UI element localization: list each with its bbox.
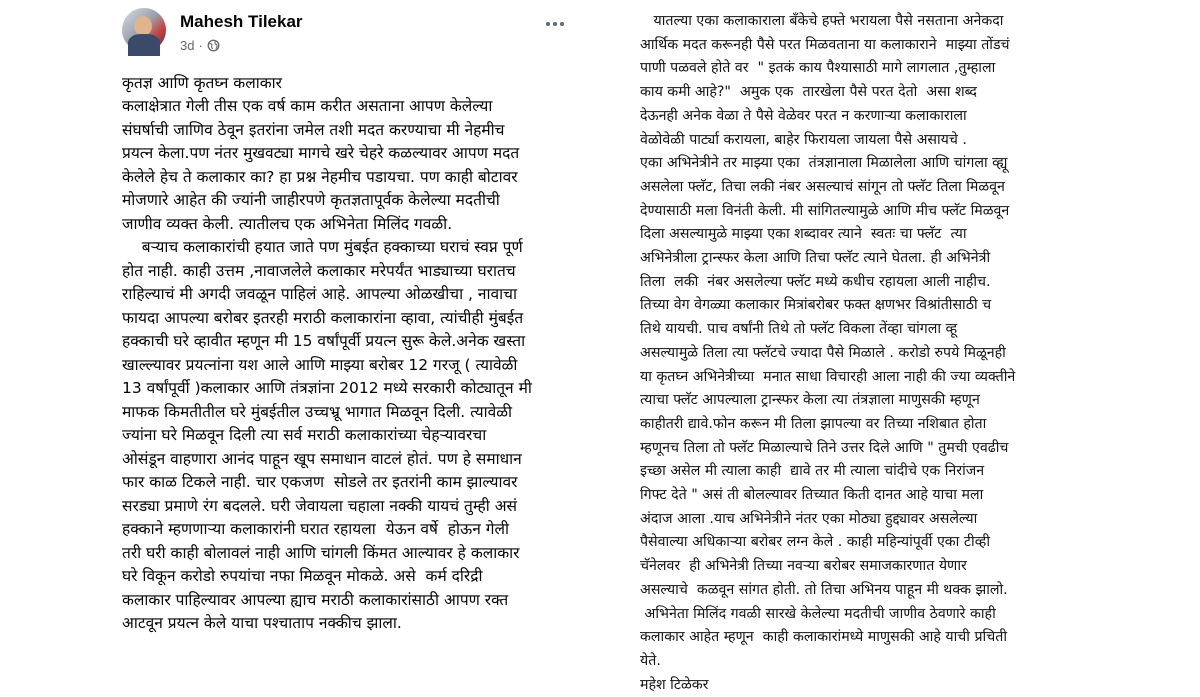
post-header bbox=[122, 6, 577, 58]
avatar-face bbox=[134, 16, 152, 36]
post-paragraph-2: बऱ्याच कलाकारांची हयात जाते पण मुंबईत हक्काच्या घराचं स्वप्न पूर्ण होत नाही. काही उत्तम ,नावाजलेले कलाकार मरेपर्यंत भाड्याच्या घरातच राहिल्याचं मी अगदी जवळून पाहिलं आहे. आपल्या ओळखीचा , नावाचा फायदा आपल्या बरोबर इतरही मराठी कलाकारांना व्हावा, त्यांचीही मुंबईत हक्काची घरे व्हावीत म्हणून मी 15 वर्षांपूर्वी प्रयत्न सुरू केले.अनेक खस्ता खाल्ल्यावर प्रयत्नांना यश आले आणि माझ्या बरोबर 12 गरजू ( त्यावेळी 13 वर्षांपूर्वी )कलाकार आणि तंत्रज्ञांना 2012 मध्ये सरकारी कोट्यातून मी माफक किमतीतील घरे मुंबईतील उच्चभ्रू भागात मिळवून दिली. त्यावेळी ज्यांना घरे मिळवून दिली त्या सर्व मराठी कलाकारांच्या चेहऱ्यावरचा ओसंडून वाहणारा आनंद पाहून खूप समाधान वाटलं होतं. पण हे समाधान फार काळ टिकले नाही. चार एकजण सोडले तर इतरांनी काम झाल्यावर सरड्या प्रमाणे रंग बदलले. घरी जेवायला चहाला नक्की यायचं तुम्ही असं हक्काने म्हणणाऱ्या कलाकारांनी घरात रहायला येऊन वर्षे होऊन गेली तरी घरी काही बोलावलं नाही आणि चांगली किंमत आल्यावर हे कलाकार घरे विकून करोडो रुपयांचा नफा मिळवून मोकळे. असे कर्म दरिद्री कलाकार पाहिल्यावर आपल्या ह्याच मराठी कलाकारांसाठी आपण रक्त आटवून प्रयत्न केले याचा पश्चाताप नक्कीच झाला. bbox=[122, 238, 532, 632]
dot bbox=[553, 22, 557, 26]
avatar-body bbox=[128, 34, 160, 56]
post-body bbox=[122, 72, 582, 636]
more-horizontal-icon[interactable] bbox=[541, 14, 569, 34]
author-avatar[interactable] bbox=[122, 8, 166, 52]
continuation-text-image bbox=[640, 10, 1090, 697]
post-paragraph-1: कलाक्षेत्रात गेली तीस एक वर्ष काम करीत असताना आपण केलेल्या संघर्षाची जाणिव ठेवून इतरांना जमेल तशी मदत करण्याचा मी नेहमीच प्रयत्न केला.पण नंतर मुखवट्या मागचे खरे चेहरे कळल्यावर आपण मदत केलेले हेच ते कलाकार का? हा प्रश्न नेहमीच पडायचा. पण काही बोटावर मोजणारे आहेत की ज्यांनी जाहीरपणे कृतज्ञतापूर्वक केलेल्या मदतीची जाणीव व्यक्त केली. त्यातीलच एक अभिनेता मिलिंद गवळी. bbox=[122, 97, 520, 233]
author-name[interactable]: Mahesh Tilekar bbox=[180, 12, 303, 31]
facebook-post bbox=[112, 0, 582, 675]
dot bbox=[546, 22, 550, 26]
globe-icon[interactable] bbox=[207, 39, 220, 52]
continuation-text: यातल्या एका कलाकाराला बँकेचे हफ्ते भरायला पैसे नसताना अनेकदा आर्थिक मदत करूनही पैसे परत मिळवताना या कलाकाराने माझ्या तोंडचं पाणी पळवले होते वर " इतकं काय पैश्यासाठी मागे लागलात ,तुम्हाला काय कमी आहे?" अमुक एक तारखेला पैसे परत देतो असा शब्द देऊनही अनेक वेळा ते पैसे वेळेवर परत न करणाऱ्या कलाकाराला वेळोवेळी पार्ट्या करायला, बाहेर फिरायला जायला पैसे असायचे . एका अभिनेत्रीने तर माझ्या एका तंत्रज्ञानाला मिळालेला आणि चांगला व्ह्यू असलेला फ्लॅट, तिचा लकी नंबर असल्याचं सांगून तो फ्लॅट तिला मिळवून देण्यासाठी मला विनंती केली. मी सांगितल्यामुळे आणि मीच फ्लॅट मिळवून दिला असल्यामुळे माझ्या एका शब्दावर त्याने स्वतः चा फ्लॅट त्या अभिनेत्रीला ट्रान्स्फर केला आणि तिचा फ्लॅट त्याने घेतला. ही अभिनेत्री तिला लकी नंबर असलेल्या फ्लॅट मध्ये कधीच रहायला आली नाहीच. तिच्या वेग वेगळ्या कलाकार मित्रांबरोबर फक्त क्षणभर विश्रांतीसाठी च तिथे यायची. पाच वर्षांनी तिथे तो फ्लॅट विकला तेंव्हा चांगला व्हू असल्यामुळे तिला त्या फ्लॅटचे ज्यादा पैसे मिळाले . करोडो रुपये मिळूनही या कृतघ्न अभिनेत्रीच्या मनात साधा विचारही आला नाही की ज्या व्यक्तीने त्याचा फ्लॅट आपल्याला ट्रान्स्फर केला त्या तंत्रज्ञाला माणुसकी म्हणून काहीतरी द्यावे.फोन करून मी तिला झापल्या वर तिच्या नशिबात होता म्हणूनच तिला तो फ्लॅट मिळाल्याचे तिने उत्तर दिले आणि " तुमची एवढीच इच्छा असेल मी त्याला काही द्यावे तर मी त्याला चांदीचे एक निरांजन गिफ्ट देते " असं ती बोलल्यावर तिच्यात किती दानत आहे याचा मला अंदाज आला .याच अभिनेत्रीने नंतर एका मोठ्या हुद्द्यावर असलेल्या पैसेवाल्या अधिकाऱ्या बरोबर लग्न केले . काही महिन्यांपूर्वी एका टीव्ही चॅनेलवर ही अभिनेत्री तिच्या नवऱ्या बरोबर समाजकारणात येणार असल्याचे कळवून सांगत होती. तो तिचा अभिनय पाहून मी थक्क झालो. अभिनेता मिलिंद गवळी सारखे केलेल्या मदतीची जाणीव ठेवणारे काही कलाकार आहेत म्हणून काही कलाकारांमध्ये माणुसकी आहे याची प्रचिती येते. महेश टिळेकर bbox=[640, 13, 1016, 693]
dot bbox=[560, 22, 564, 26]
meta-separator: · bbox=[198, 38, 203, 53]
post-meta bbox=[180, 38, 220, 53]
post-title: कृतज्ञ आणि कृतघ्न कलाकार bbox=[122, 74, 282, 92]
post-time[interactable]: 3d bbox=[180, 38, 195, 53]
